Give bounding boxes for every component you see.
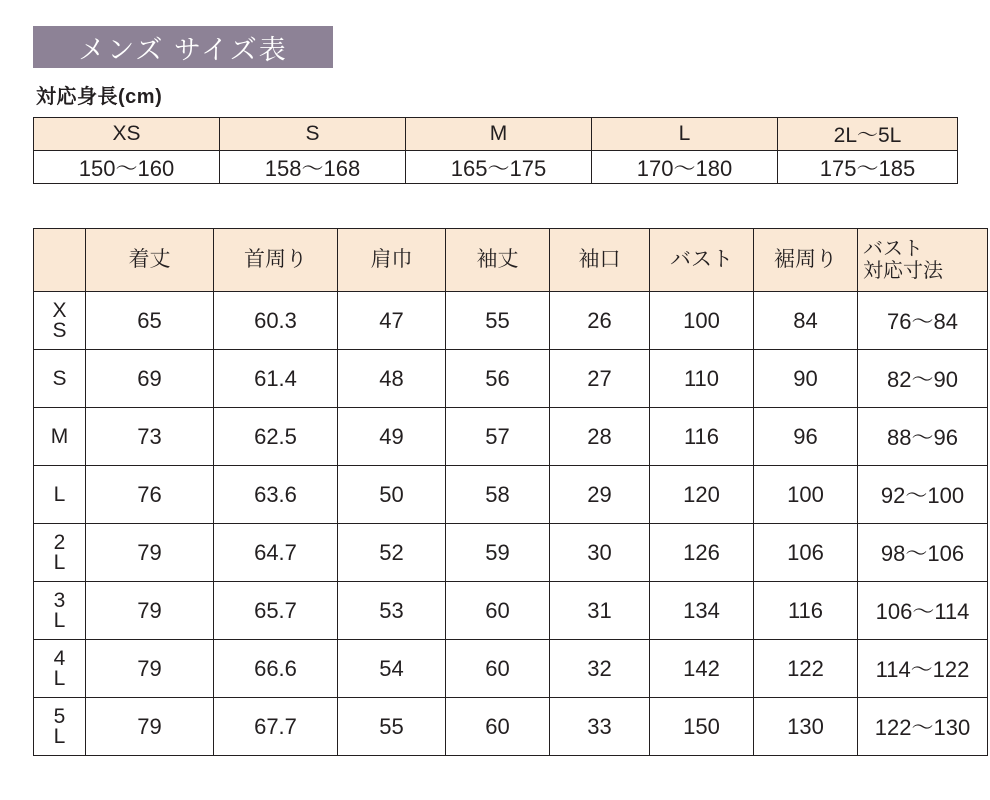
cell-value: 48 [338, 350, 446, 408]
cell-value: 73 [86, 408, 214, 466]
table-row [34, 640, 988, 698]
measurement-col-header: 着丈 [86, 229, 214, 292]
height-table-header-row [34, 118, 958, 151]
cell-value: 30 [550, 524, 650, 582]
measurement-col-header: 袖口 [550, 229, 650, 292]
row-size-line2: L [53, 608, 66, 632]
measurement-header-row [34, 229, 988, 292]
row-size-label [34, 292, 86, 350]
height-size-header: S [220, 118, 406, 151]
cell-value: 49 [338, 408, 446, 466]
cell-value: 130 [754, 698, 858, 756]
table-row [34, 698, 988, 756]
cell-value: 134 [650, 582, 754, 640]
height-range-cell: 150〜160 [34, 151, 220, 184]
table-row [34, 292, 988, 350]
cell-value: 106 [754, 524, 858, 582]
height-range-cell: 165〜175 [406, 151, 592, 184]
height-size-header: M [406, 118, 592, 151]
row-size-label [34, 350, 86, 408]
cell-value: 120 [650, 466, 754, 524]
row-size-label [34, 408, 86, 466]
row-size-line1: X [52, 298, 67, 322]
cell-value: 27 [550, 350, 650, 408]
cell-value: 76〜84 [858, 292, 988, 350]
row-size-line1: L [53, 482, 66, 506]
cell-value: 82〜90 [858, 350, 988, 408]
height-section-label: 対応身長(cm) [36, 86, 163, 108]
cell-value: 96 [754, 408, 858, 466]
cell-value: 66.6 [214, 640, 338, 698]
table-row [34, 350, 988, 408]
page-title: メンズ サイズ表 [78, 34, 288, 65]
table-row [34, 524, 988, 582]
cell-value: 126 [650, 524, 754, 582]
cell-value: 84 [754, 292, 858, 350]
cell-value: 62.5 [214, 408, 338, 466]
cell-value: 47 [338, 292, 446, 350]
cell-value: 92〜100 [858, 466, 988, 524]
cell-value: 56 [446, 350, 550, 408]
cell-value: 79 [86, 582, 214, 640]
row-size-line2: L [53, 550, 66, 574]
page-title-banner [33, 26, 333, 68]
cell-value: 90 [754, 350, 858, 408]
cell-value: 52 [338, 524, 446, 582]
cell-value: 122 [754, 640, 858, 698]
row-size-label [34, 640, 86, 698]
cell-value: 110 [650, 350, 754, 408]
height-size-header: L [592, 118, 778, 151]
cell-value: 32 [550, 640, 650, 698]
cell-value: 31 [550, 582, 650, 640]
row-size-line1: M [50, 424, 69, 448]
cell-value: 60 [446, 582, 550, 640]
row-size-label [34, 582, 86, 640]
row-size-line2: L [53, 666, 66, 690]
cell-value: 76 [86, 466, 214, 524]
height-table-value-row [34, 151, 958, 184]
row-size-line1: S [52, 366, 67, 390]
cell-value: 98〜106 [858, 524, 988, 582]
cell-value: 58 [446, 466, 550, 524]
cell-value: 65.7 [214, 582, 338, 640]
bust-range-line2: 対応寸法 [863, 260, 943, 282]
cell-value: 28 [550, 408, 650, 466]
cell-value: 64.7 [214, 524, 338, 582]
row-size-line1: 5 [53, 704, 66, 728]
cell-value: 60 [446, 640, 550, 698]
cell-value: 60.3 [214, 292, 338, 350]
cell-value: 67.7 [214, 698, 338, 756]
measurement-col-header: 袖丈 [446, 229, 550, 292]
cell-value: 61.4 [214, 350, 338, 408]
cell-value: 88〜96 [858, 408, 988, 466]
measurement-col-header: バスト [650, 229, 754, 292]
cell-value: 100 [754, 466, 858, 524]
cell-value: 26 [550, 292, 650, 350]
height-size-header: 2L〜5L [778, 118, 958, 151]
height-range-cell: 158〜168 [220, 151, 406, 184]
bust-range-line1: バスト [863, 238, 923, 260]
measurement-table [33, 228, 988, 756]
table-row [34, 466, 988, 524]
cell-value: 150 [650, 698, 754, 756]
cell-value: 79 [86, 640, 214, 698]
row-size-line1: 4 [53, 646, 66, 670]
table-row [34, 408, 988, 466]
measurement-corner-cell [34, 229, 86, 292]
cell-value: 50 [338, 466, 446, 524]
row-size-line2: S [52, 318, 67, 342]
cell-value: 79 [86, 524, 214, 582]
cell-value: 65 [86, 292, 214, 350]
table-row [34, 582, 988, 640]
cell-value: 54 [338, 640, 446, 698]
measurement-col-header: 首周り [214, 229, 338, 292]
cell-value: 116 [754, 582, 858, 640]
cell-value: 114〜122 [858, 640, 988, 698]
row-size-line2: L [53, 724, 66, 748]
cell-value: 63.6 [214, 466, 338, 524]
height-range-cell: 170〜180 [592, 151, 778, 184]
row-size-line1: 2 [53, 530, 66, 554]
cell-value: 69 [86, 350, 214, 408]
cell-value: 29 [550, 466, 650, 524]
cell-value: 79 [86, 698, 214, 756]
measurement-col-header: 肩巾 [338, 229, 446, 292]
measurement-col-header-bust-range [858, 229, 988, 292]
cell-value: 100 [650, 292, 754, 350]
cell-value: 53 [338, 582, 446, 640]
cell-value: 57 [446, 408, 550, 466]
row-size-label [34, 698, 86, 756]
measurement-col-header: 裾周り [754, 229, 858, 292]
cell-value: 116 [650, 408, 754, 466]
cell-value: 33 [550, 698, 650, 756]
cell-value: 142 [650, 640, 754, 698]
cell-value: 122〜130 [858, 698, 988, 756]
cell-value: 59 [446, 524, 550, 582]
height-size-header: XS [34, 118, 220, 151]
row-size-label [34, 466, 86, 524]
cell-value: 60 [446, 698, 550, 756]
cell-value: 106〜114 [858, 582, 988, 640]
height-range-cell: 175〜185 [778, 151, 958, 184]
row-size-label [34, 524, 86, 582]
cell-value: 55 [338, 698, 446, 756]
row-size-line1: 3 [53, 588, 66, 612]
height-table [33, 117, 958, 184]
cell-value: 55 [446, 292, 550, 350]
